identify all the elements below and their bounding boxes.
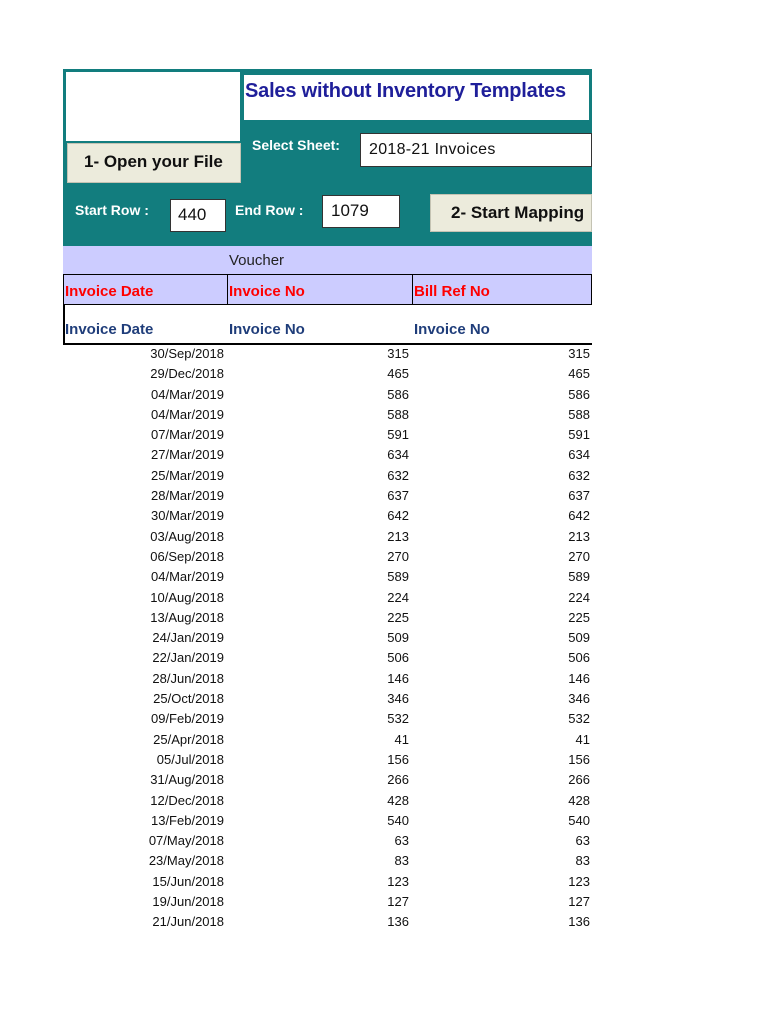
- invoice-no-cell[interactable]: 589: [387, 569, 409, 585]
- invoice-date-cell[interactable]: 04/Mar/2019: [151, 386, 224, 402]
- invoice-no-cell[interactable]: 146: [387, 670, 409, 686]
- mapping-cell-invoice-no[interactable]: Invoice No: [228, 275, 413, 304]
- table-row: [63, 893, 592, 913]
- template-title: Sales without Inventory Templates: [245, 80, 566, 102]
- table-row: [63, 771, 592, 791]
- invoice-no-cell[interactable]: 224: [387, 589, 409, 605]
- start-mapping-button[interactable]: 2- Start Mapping: [430, 194, 592, 232]
- invoice-no-cell[interactable]: 506: [387, 650, 409, 666]
- select-sheet-label: Select Sheet:: [252, 137, 340, 153]
- invoice-no-cell[interactable]: 428: [387, 792, 409, 808]
- sheet-select[interactable]: 2018-21 Invoices: [360, 133, 592, 167]
- table-row: [63, 548, 592, 568]
- invoice-no-cell[interactable]: 642: [387, 508, 409, 524]
- invoice-table: [63, 345, 592, 934]
- table-row: [63, 731, 592, 751]
- invoice-date-cell[interactable]: 04/Mar/2019: [151, 406, 224, 422]
- bill-ref-no-cell[interactable]: 465: [568, 366, 590, 382]
- bill-ref-no-cell[interactable]: 127: [568, 894, 590, 910]
- invoice-no-cell[interactable]: 632: [387, 467, 409, 483]
- invoice-date-cell[interactable]: 24/Jan/2019: [152, 630, 224, 646]
- invoice-date-cell[interactable]: 29/Dec/2018: [150, 366, 224, 382]
- table-row: [63, 487, 592, 507]
- field-header-invoice-date: Invoice Date: [65, 321, 154, 338]
- start-row-input[interactable]: 440: [170, 199, 226, 232]
- bill-ref-no-cell[interactable]: 586: [568, 386, 590, 402]
- bill-ref-no-cell[interactable]: 156: [568, 751, 590, 767]
- field-header-invoice-no-ref: Invoice No: [414, 321, 490, 338]
- control-panel: [63, 69, 592, 246]
- invoice-date-cell[interactable]: 31/Aug/2018: [150, 772, 224, 788]
- invoice-date-cell[interactable]: 04/Mar/2019: [151, 569, 224, 585]
- table-row: [63, 507, 592, 527]
- bill-ref-no-cell[interactable]: 346: [568, 691, 590, 707]
- invoice-date-cell[interactable]: 03/Aug/2018: [150, 528, 224, 544]
- bill-ref-no-cell[interactable]: 225: [568, 609, 590, 625]
- bill-ref-no-cell[interactable]: 589: [568, 569, 590, 585]
- invoice-date-cell[interactable]: 30/Sep/2018: [150, 346, 224, 361]
- invoice-no-cell[interactable]: 591: [387, 427, 409, 443]
- table-row: [63, 345, 592, 365]
- invoice-date-cell[interactable]: 25/Oct/2018: [153, 691, 224, 707]
- invoice-no-cell[interactable]: 127: [387, 894, 409, 910]
- start-row-label: Start Row :: [75, 202, 149, 218]
- table-row: [63, 386, 592, 406]
- table-row: [63, 589, 592, 609]
- bill-ref-no-cell[interactable]: 270: [568, 548, 590, 564]
- table-row: [63, 690, 592, 710]
- field-header-row: [63, 305, 592, 345]
- invoice-no-cell[interactable]: 315: [387, 346, 409, 361]
- mapping-header-row: [63, 274, 592, 305]
- bill-ref-no-cell[interactable]: 63: [575, 833, 590, 849]
- invoice-no-cell[interactable]: 213: [387, 528, 409, 544]
- bill-ref-no-cell[interactable]: 634: [568, 447, 590, 463]
- bill-ref-no-cell[interactable]: 146: [568, 670, 590, 686]
- invoice-date-cell[interactable]: 07/May/2018: [148, 833, 224, 849]
- title-box: [244, 75, 589, 120]
- invoice-date-cell[interactable]: 12/Dec/2018: [150, 792, 224, 808]
- table-row: [63, 649, 592, 669]
- table-row: [63, 792, 592, 812]
- table-row: [63, 365, 592, 385]
- invoice-no-cell[interactable]: 532: [387, 711, 409, 727]
- invoice-date-cell[interactable]: 15/Jun/2018: [152, 873, 224, 889]
- invoice-no-cell[interactable]: 225: [387, 609, 409, 625]
- invoice-no-cell[interactable]: 465: [387, 366, 409, 382]
- bill-ref-no-cell[interactable]: 83: [575, 853, 590, 869]
- invoice-date-cell[interactable]: 25/Apr/2018: [153, 731, 224, 747]
- invoice-no-cell[interactable]: 540: [387, 812, 409, 828]
- bill-ref-no-cell[interactable]: 213: [568, 528, 590, 544]
- invoice-no-cell[interactable]: 63: [394, 833, 409, 849]
- bill-ref-no-cell[interactable]: 136: [568, 914, 590, 930]
- table-row: [63, 913, 592, 933]
- invoice-date-cell[interactable]: 22/Jan/2019: [152, 650, 224, 666]
- bill-ref-no-cell[interactable]: 315: [568, 346, 590, 361]
- invoice-no-cell[interactable]: 83: [394, 853, 409, 869]
- bill-ref-no-cell[interactable]: 41: [575, 731, 590, 747]
- invoice-date-cell[interactable]: 06/Sep/2018: [150, 548, 224, 564]
- invoice-no-cell[interactable]: 270: [387, 548, 409, 564]
- invoice-date-cell[interactable]: 10/Aug/2018: [150, 589, 224, 605]
- table-row: [63, 446, 592, 466]
- field-header-invoice-no: Invoice No: [229, 321, 305, 338]
- bill-ref-no-cell[interactable]: 123: [568, 873, 590, 889]
- bill-ref-no-cell[interactable]: 506: [568, 650, 590, 666]
- mapping-cell-bill-ref-no[interactable]: Bill Ref No: [414, 283, 490, 300]
- invoice-date-cell[interactable]: 23/May/2018: [148, 853, 224, 869]
- invoice-no-cell[interactable]: 634: [387, 447, 409, 463]
- invoice-no-cell[interactable]: 588: [387, 406, 409, 422]
- invoice-date-cell[interactable]: 13/Aug/2018: [150, 609, 224, 625]
- bill-ref-no-cell[interactable]: 428: [568, 792, 590, 808]
- table-row: [63, 710, 592, 730]
- invoice-date-cell[interactable]: 28/Mar/2019: [151, 488, 224, 504]
- table-row: [63, 670, 592, 690]
- invoice-no-cell[interactable]: 509: [387, 630, 409, 646]
- invoice-no-cell[interactable]: 123: [387, 873, 409, 889]
- table-row: [63, 568, 592, 588]
- voucher-band: [63, 246, 592, 274]
- end-row-label: End Row :: [235, 202, 304, 218]
- table-row: [63, 528, 592, 548]
- table-row: [63, 629, 592, 649]
- table-row: [63, 832, 592, 852]
- invoice-no-cell[interactable]: 41: [394, 731, 409, 747]
- invoice-date-cell[interactable]: 28/Jun/2018: [152, 670, 224, 686]
- table-row: [63, 812, 592, 832]
- invoice-no-cell[interactable]: 586: [387, 386, 409, 402]
- bill-ref-no-cell[interactable]: 532: [568, 711, 590, 727]
- table-row: [63, 467, 592, 487]
- invoice-no-cell[interactable]: 637: [387, 488, 409, 504]
- table-row: [63, 426, 592, 446]
- table-row: [63, 406, 592, 426]
- invoice-date-cell[interactable]: 19/Jun/2018: [152, 894, 224, 910]
- bill-ref-no-cell[interactable]: 591: [568, 427, 590, 443]
- invoice-date-cell[interactable]: 05/Jul/2018: [156, 751, 224, 767]
- invoice-date-cell[interactable]: 21/Jun/2018: [152, 914, 224, 930]
- bill-ref-no-cell[interactable]: 632: [568, 467, 590, 483]
- mapping-cell-invoice-date[interactable]: Invoice Date: [64, 275, 228, 304]
- invoice-date-cell[interactable]: 07/Mar/2019: [151, 427, 224, 443]
- bill-ref-no-cell[interactable]: 588: [568, 406, 590, 422]
- table-row: [63, 852, 592, 872]
- bill-ref-no-cell[interactable]: 637: [568, 488, 590, 504]
- end-row-input[interactable]: 1079: [322, 195, 400, 228]
- voucher-label: Voucher: [229, 252, 285, 269]
- bill-ref-no-cell[interactable]: 540: [568, 812, 590, 828]
- table-row: [63, 609, 592, 629]
- invoice-no-cell[interactable]: 136: [387, 914, 409, 930]
- table-row: [63, 873, 592, 893]
- invoice-date-cell[interactable]: 25/Mar/2019: [151, 467, 224, 483]
- invoice-no-cell[interactable]: 346: [387, 691, 409, 707]
- bill-ref-no-cell[interactable]: 224: [568, 589, 590, 605]
- invoice-date-cell[interactable]: 30/Mar/2019: [151, 508, 224, 524]
- table-row: [63, 751, 592, 771]
- bill-ref-no-cell[interactable]: 642: [568, 508, 590, 524]
- invoice-date-cell[interactable]: 13/Feb/2019: [150, 812, 224, 828]
- invoice-date-cell[interactable]: 27/Mar/2019: [151, 447, 224, 463]
- invoice-date-cell[interactable]: 09/Feb/2019: [150, 711, 224, 727]
- invoice-no-cell[interactable]: 266: [387, 772, 409, 788]
- open-file-button[interactable]: 1- Open your File: [67, 143, 241, 183]
- logo-area: [66, 72, 240, 141]
- invoice-no-cell[interactable]: 156: [387, 751, 409, 767]
- bill-ref-no-cell[interactable]: 266: [568, 772, 590, 788]
- bill-ref-no-cell[interactable]: 509: [568, 630, 590, 646]
